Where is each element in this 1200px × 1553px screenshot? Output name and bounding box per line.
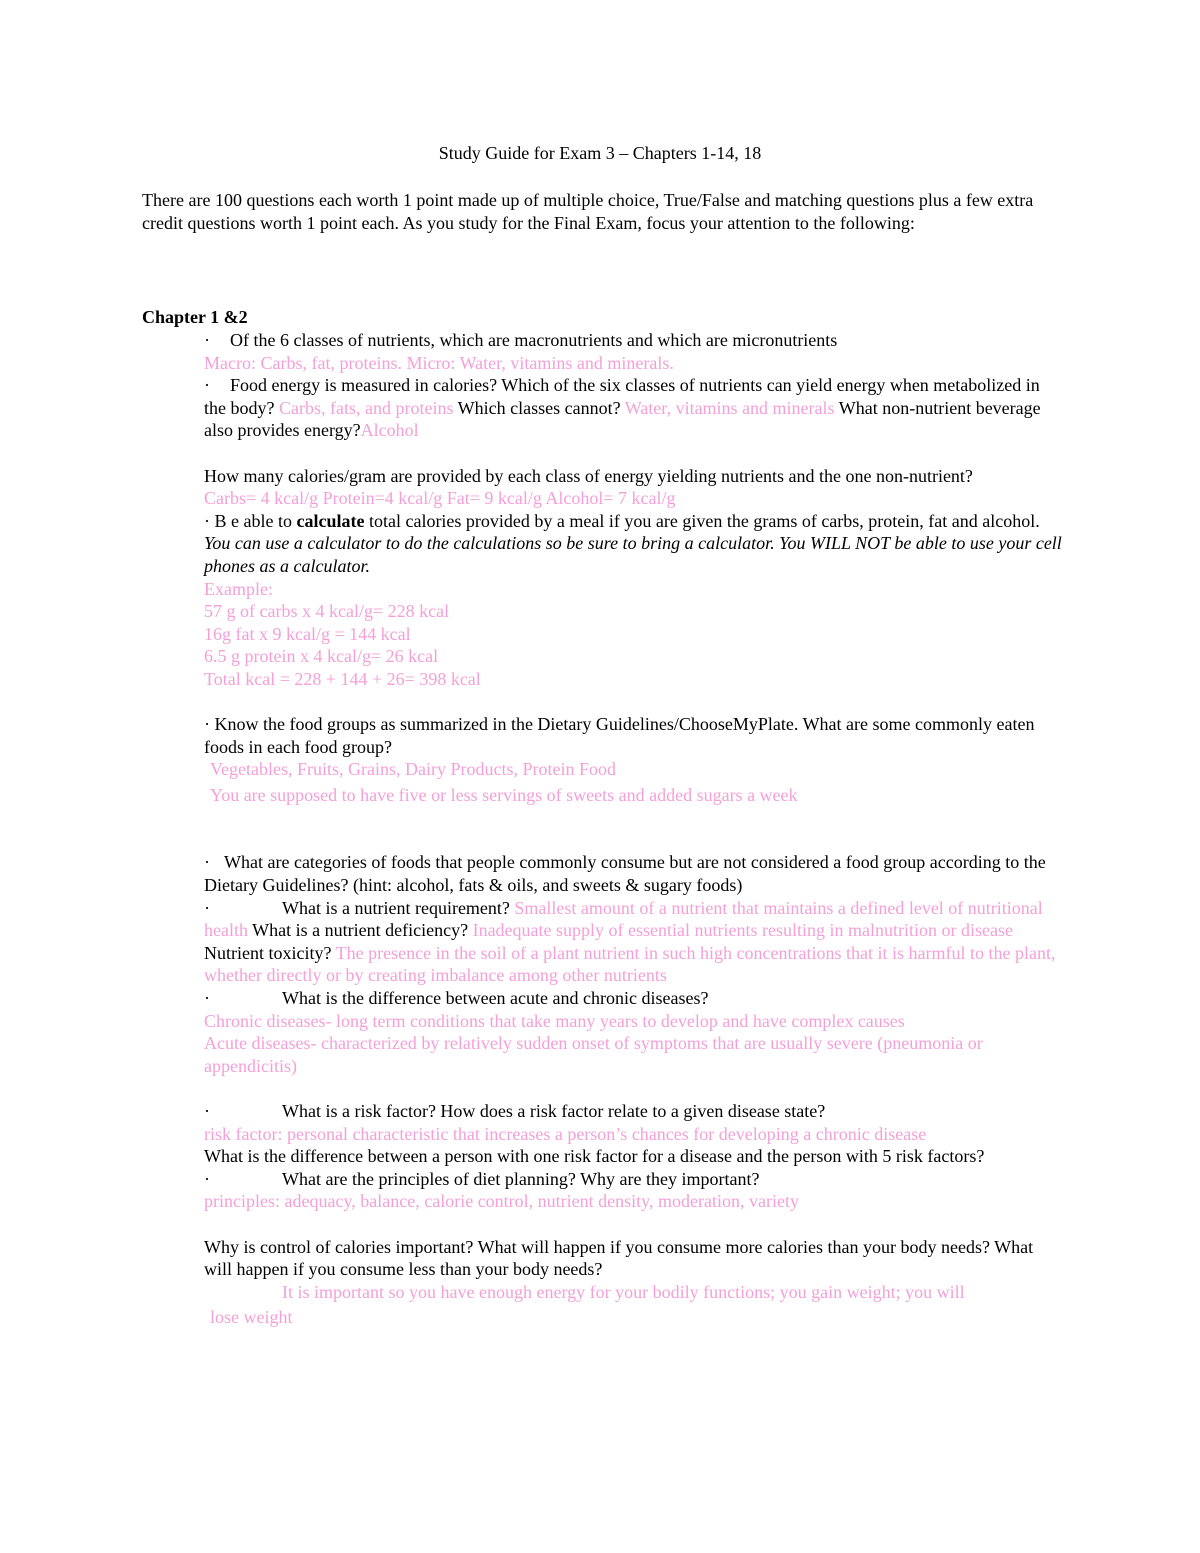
question-text: Know the food groups as summarized in the Dietary Guidelines/ChooseMyPlate. What are some commonly eaten foods in each food group? xyxy=(204,714,1035,757)
answer-food-groups: Vegetables, Fruits, Grains, Dairy Products, Protein Food xyxy=(210,759,616,780)
answer-macro-micro: Macro: Carbs, fat, proteins. Micro: Water, vitamins and minerals. xyxy=(204,352,674,373)
bullet: · xyxy=(204,897,210,918)
example-line: 57 g of carbs x 4 kcal/g= 228 kcal xyxy=(204,601,450,622)
answer-text: Alcohol xyxy=(360,420,419,441)
italic-note: You can use a calculator to do the calculations so be sure to bring a calculator. You WILL NOT be able to use your cell phones as a calculator. xyxy=(204,533,1062,576)
answer-calorie-control: It is important so you have enough energy for your bodily functions; you gain weight; you will xyxy=(282,1281,965,1302)
bullet: · xyxy=(204,1101,210,1121)
question-text: What is a nutrient requirement? xyxy=(282,897,510,918)
intro-paragraph: There are 100 questions each worth 1 point made up of multiple choice, True/False and matching questions plus a few extra credit questions worth 1 point each. As you study for the Final Exam, focus your attention to the following: xyxy=(142,190,1034,233)
answer-sweets: You are supposed to have five or less servings of sweets and added sugars a week xyxy=(210,784,798,805)
answer-calories-per-gram: Carbs= 4 kcal/g Protein=4 kcal/g Fat= 9 kcal/g Alcohol= 7 kcal/g xyxy=(204,488,676,509)
example-line: 6.5 g protein x 4 kcal/g= 26 kcal xyxy=(204,646,439,667)
answer-calorie-control-cont: lose weight xyxy=(210,1307,293,1328)
question-calculate-calories xyxy=(204,510,1064,578)
answer-acute: Acute diseases- characterized by relatively sudden onset of symptoms that are usually severe (pneumonia or appendicitis) xyxy=(204,1033,983,1076)
question-text: What is a nutrient deficiency? xyxy=(252,920,469,941)
question-text: total calories provided by a meal if you are given the grams of carbs, protein, fat and alcohol. xyxy=(368,510,1040,531)
answer-text: Inadequate supply of essential nutrients resulting in malnutrition or disease xyxy=(472,920,1013,941)
document-title: Study Guide for Exam 3 – Chapters 1-14, 18 xyxy=(438,143,762,163)
question-diet-planning xyxy=(204,1168,1064,1191)
question-text: What non-nutrient beverage also provides energy? xyxy=(204,397,1041,441)
answer-text: Water, vitamins and minerals xyxy=(624,397,835,418)
example-label: Example: xyxy=(204,578,273,599)
answer-diet-planning: principles: adequacy, balance, calorie control, nutrient density, moderation, variety xyxy=(204,1191,799,1212)
answer-text: Smallest amount of a nutrient that maintains a defined level of nutritional health xyxy=(204,897,1043,941)
bullet: · xyxy=(204,714,210,735)
bullet: · xyxy=(204,1168,210,1189)
question-food-energy xyxy=(204,374,1064,442)
question-text: Nutrient toxicity? xyxy=(204,942,332,963)
question-acute-chronic xyxy=(204,987,1064,1010)
bold-keyword: calculate xyxy=(296,510,365,531)
example-line: Total kcal = 228 + 144 + 26= 398 kcal xyxy=(204,668,481,689)
question-nutrient-requirement xyxy=(204,897,1064,987)
bullet: · xyxy=(204,510,210,531)
question-text: What are the principles of diet planning? Why are they important? xyxy=(282,1168,760,1189)
question-text: B e able to xyxy=(214,510,292,531)
question-non-food-groups xyxy=(204,851,1064,896)
question-calories-per-gram: How many calories/gram are provided by each class of energy yielding nutrients and the one non-nutrient? xyxy=(204,465,973,486)
question-text: What is the difference between acute and chronic diseases? xyxy=(282,988,709,1009)
question-text: Of the 6 classes of nutrients, which are macronutrients and which are micronutrients xyxy=(230,330,838,350)
question-text: Which classes cannot? xyxy=(457,397,621,418)
answer-text: Carbs, fats, and proteins xyxy=(278,397,454,418)
question-text: What are categories of foods that people commonly consume but are not considered a food group according to the Dietary Guidelines? (hint: alcohol, fats & oils, and sweets & sugary foods) xyxy=(204,852,1046,896)
study-questions xyxy=(204,329,1064,1329)
bullet: · xyxy=(204,852,210,873)
answer-risk-factor: risk factor: personal characteristic that increases a person’s chances for developing a chronic disease xyxy=(204,1123,927,1144)
chapter-heading: Chapter 1 &2 xyxy=(142,307,248,327)
question-text: What is a risk factor? How does a risk factor relate to a given disease state? xyxy=(282,1101,826,1121)
question-text: Food energy is measured in calories? Which of the six classes of nutrients can yield energy when metabolized in the body? xyxy=(204,375,1040,418)
question-calorie-control: Why is control of calories important? What will happen if you consume more calories than your body needs? What will happen if you consume less than your body needs? xyxy=(204,1236,1034,1280)
question-food-groups xyxy=(204,713,1064,758)
example-line: 16g fat x 9 kcal/g = 144 kcal xyxy=(204,623,411,644)
bullet: · xyxy=(204,375,210,396)
question-risk-factor-count: What is the difference between a person with one risk factor for a disease and the person with 5 risk factors? xyxy=(204,1146,985,1167)
question-macro-micro xyxy=(204,329,1064,352)
answer-chronic: Chronic diseases- long term conditions that take many years to develop and have complex causes xyxy=(204,1010,905,1031)
answer-text: The presence in the soil of a plant nutrient in such high concentrations that it is harmful to the plant, whether directly or by creating imbalance among other nutrients xyxy=(204,942,1056,986)
bullet: · xyxy=(204,988,210,1009)
question-risk-factor xyxy=(204,1100,1064,1123)
bullet: · xyxy=(204,330,210,350)
